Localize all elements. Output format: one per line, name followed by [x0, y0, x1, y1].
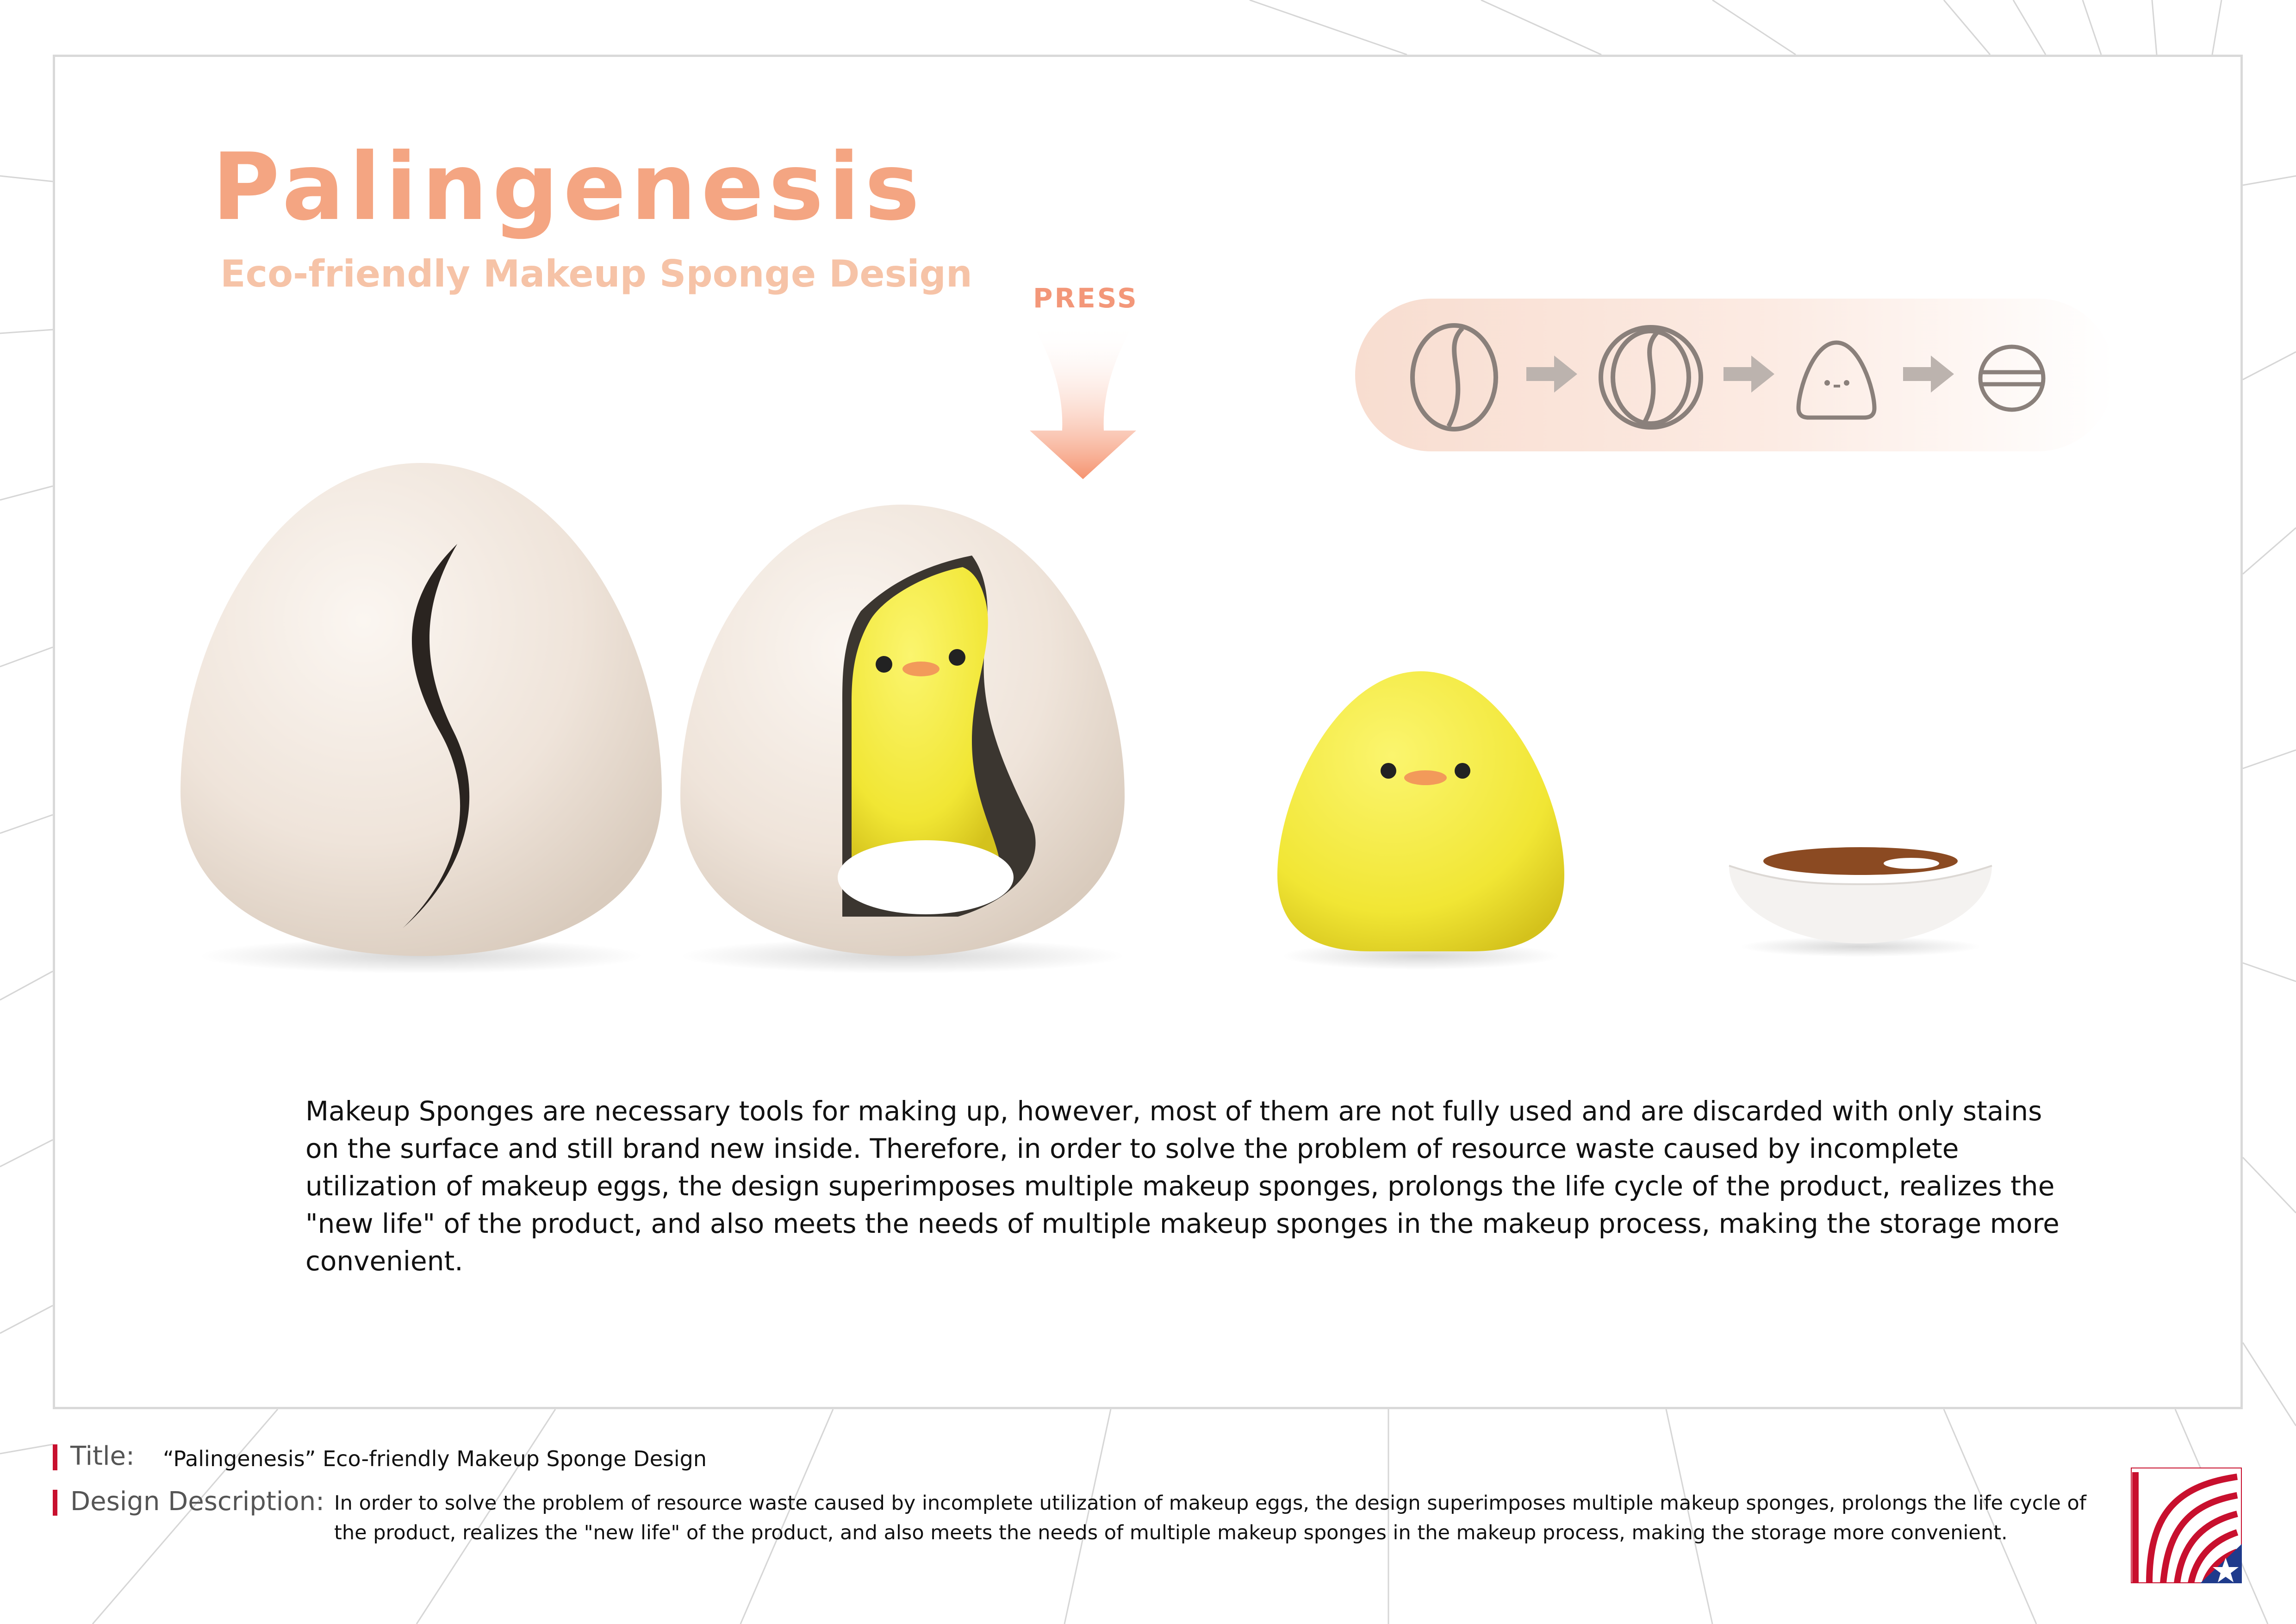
chick-outline-icon	[1795, 339, 1878, 420]
description-accent-bar	[53, 1490, 57, 1516]
page-subtitle: Eco-friendly Makeup Sponge Design	[220, 252, 972, 295]
footer-title-value: “Palingenesis” Eco-friendly Makeup Sponge Design	[163, 1446, 707, 1471]
egg-split-icon	[1408, 322, 1500, 433]
arrow-right-icon	[1724, 356, 1774, 393]
footer-description-label: Design Description:	[70, 1487, 324, 1517]
product-description: Makeup Sponges are necessary tools for making up, however, most of them are not fully used and are discarded with only stains on the surface and still brand new inside. Therefore, in order to solve the problem of resource waste caused by incomplete utilization of makeup eggs, the design superimposes multiple makeup sponges, prolongs the life cycle of the product, realizes the "new life" of the product, and also meets the needs of multiple makeup sponges in the makeup process, making the storage more convenient.	[305, 1095, 2060, 1277]
arrow-right-icon	[1526, 356, 1577, 393]
footer-description-value: In order to solve the problem of resource waste caused by incomplete utilization of makeup eggs, the design superimposes multiple makeup sponges, prolongs the life cycle of the product, realizes the "new life" of the product, and also meets the needs of multiple makeup sponges in the makeup process, making the storage more convenient.	[334, 1492, 2086, 1544]
university-logo	[2131, 1468, 2242, 1583]
disc-icon	[1977, 344, 2047, 413]
press-label: PRESS	[1033, 282, 1139, 314]
title-accent-bar	[53, 1444, 57, 1470]
egg-split-circle-icon	[1598, 322, 1704, 433]
base-dish	[1729, 847, 1992, 957]
product-illustration	[139, 444, 2221, 1018]
chick-sponge	[1277, 671, 1564, 970]
closed-egg	[180, 463, 662, 974]
footer-title-label: Title:	[70, 1441, 135, 1471]
arrow-right-icon	[1903, 356, 1954, 393]
pressed-egg-with-chick	[680, 505, 1125, 974]
page-title: Palingenesis	[212, 133, 925, 241]
